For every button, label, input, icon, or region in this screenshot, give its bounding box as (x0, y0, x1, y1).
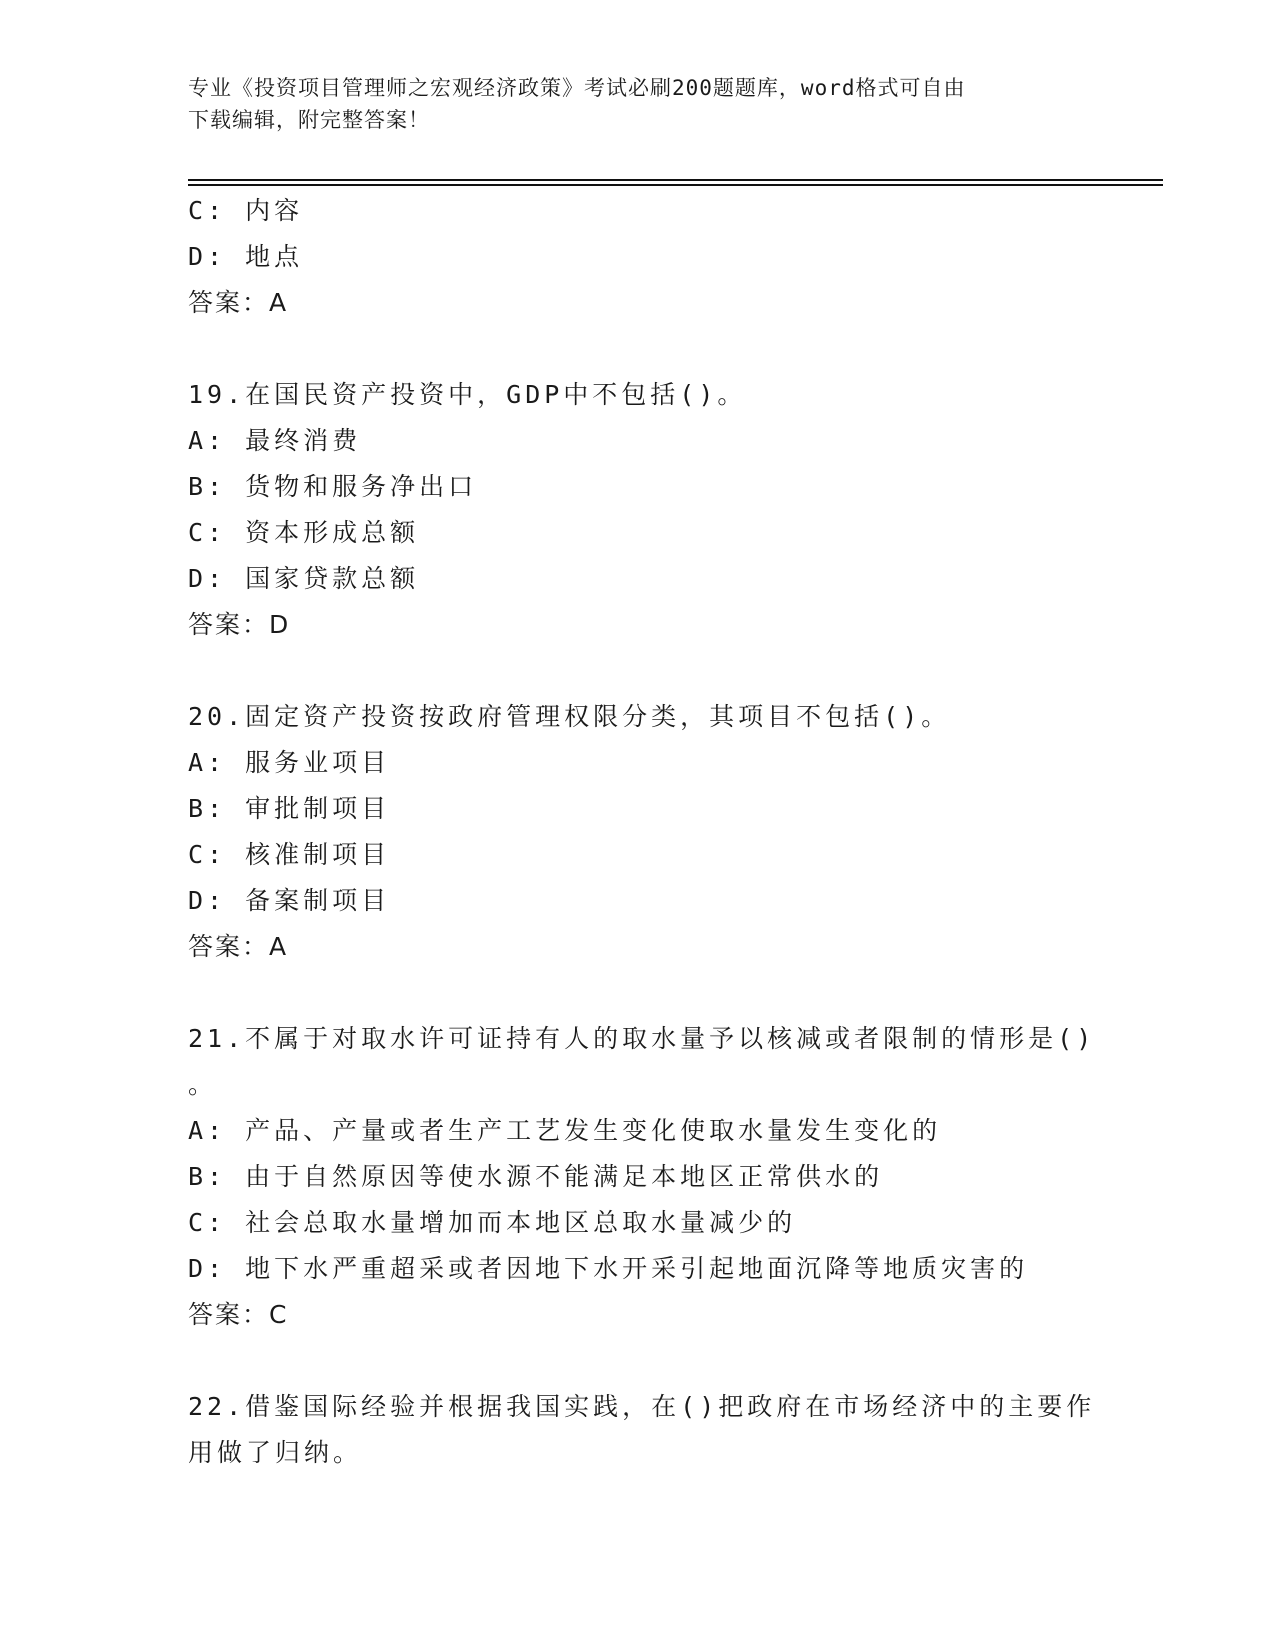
option-c: C: 核准制项目 (188, 840, 391, 869)
option-c: C: 资本形成总额 (188, 518, 420, 547)
option-b: B: 审批制项目 (188, 794, 391, 823)
option-a: A: 最终消费 (188, 426, 362, 455)
option-c: C: 社会总取水量增加而本地区总取水量减少的 (188, 1208, 797, 1237)
question-stem: 22.借鉴国际经验并根据我国实践，在()把政府在市场经济中的主要作 (188, 1392, 1096, 1421)
option-d: D: 地下水严重超采或者因地下水开采引起地面沉降等地质灾害的 (188, 1254, 1029, 1283)
question-stem-cont: 。 (188, 1070, 218, 1099)
question-content (188, 188, 1096, 1476)
header-rule-bottom (188, 184, 1163, 186)
option-c: C: 内容 (188, 196, 304, 225)
question-stem-cont: 用做了归纳。 (188, 1438, 363, 1467)
option-d: D: 国家贷款总额 (188, 564, 420, 593)
option-a: A: 产品、产量或者生产工艺发生变化使取水量发生变化的 (188, 1116, 942, 1145)
answer: 答案：C (188, 1300, 289, 1329)
question-stem: 21.不属于对取水许可证持有人的取水量予以核减或者限制的情形是() (188, 1024, 1096, 1053)
header-line-2: 下载编辑，附完整答案！ (188, 108, 430, 132)
answer: 答案：A (188, 288, 289, 317)
question-20 (188, 694, 1088, 970)
header-rule-top (188, 179, 1163, 181)
question-stem: 19.在国民资产投资中，GDP中不包括()。 (188, 380, 747, 409)
question-19 (188, 372, 1088, 648)
option-b: B: 由于自然原因等使水源不能满足本地区正常供水的 (188, 1162, 884, 1191)
option-a: A: 服务业项目 (188, 748, 391, 777)
answer: 答案：A (188, 932, 289, 961)
answer: 答案：D (188, 610, 291, 639)
question-21 (188, 1016, 1096, 1338)
header-line-1: 专业《投资项目管理师之宏观经济政策》考试必刷200题题库，word格式可自由 (188, 76, 966, 100)
question-stem: 20.固定资产投资按政府管理权限分类，其项目不包括()。 (188, 702, 951, 731)
document-header (188, 72, 1068, 136)
option-b: B: 货物和服务净出口 (188, 472, 478, 501)
question-22 (188, 1384, 1096, 1476)
option-d: D: 备案制项目 (188, 886, 391, 915)
option-d: D: 地点 (188, 242, 304, 271)
